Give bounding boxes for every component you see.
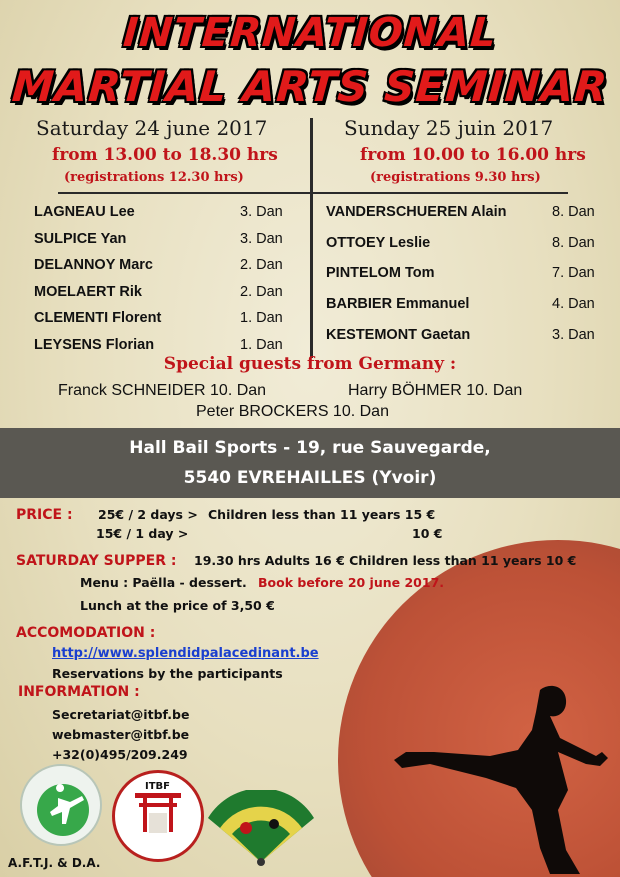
list-item: MOELAERT Rik: [34, 284, 142, 300]
price-label: PRICE :: [16, 507, 73, 523]
rank-label: 7. Dan: [552, 265, 595, 281]
list-item: LEYSENS Florian: [34, 337, 155, 353]
supper-label: SATURDAY SUPPER :: [16, 553, 177, 569]
aftj-emblem-icon: [22, 766, 104, 848]
aftj-caption: A.F.T.J. & D.A.: [8, 856, 101, 870]
email-webmaster[interactable]: webmaster@itbf.be: [52, 727, 190, 742]
guest-name: Harry BÖHMER 10. Dan: [348, 382, 523, 399]
reservation-note: Reservations by the participants: [52, 666, 283, 681]
itbf-logo: [112, 770, 204, 862]
sunday-hours: from 10.00 to 16.00 hrs: [360, 145, 586, 165]
email-secretariat[interactable]: Secretariat@itbf.be: [52, 707, 190, 722]
list-item: VANDERSCHUEREN Alain: [326, 204, 507, 220]
supper-menu: Menu : Paëlla - dessert.: [80, 575, 247, 590]
price-2days: 25€ / 2 days >: [98, 507, 198, 522]
sunday-registration: (registrations 9.30 hrs): [370, 170, 541, 185]
venue-city: 5540 EVREHAILLES (Yvoir): [183, 468, 437, 488]
list-item: LAGNEAU Lee: [34, 204, 135, 220]
guests-heading: Special guests from Germany :: [163, 354, 457, 374]
header-divider: [58, 192, 568, 194]
accomodation-label: ACCOMODATION :: [16, 625, 156, 641]
sunday-heading: Sunday 25 juin 2017: [344, 116, 554, 140]
price-children-1day: 10 €: [412, 526, 443, 541]
rank-label: 3. Dan: [240, 204, 283, 220]
list-item: OTTOEY Leslie: [326, 235, 431, 251]
information-label: INFORMATION :: [18, 684, 140, 700]
rank-label: 8. Dan: [552, 235, 595, 251]
rank-label: 2. Dan: [240, 284, 283, 300]
column-divider: [310, 118, 313, 358]
lunch-price: Lunch at the price of 3,50 €: [80, 598, 275, 613]
supper-book-deadline: Book before 20 june 2017.: [258, 575, 445, 590]
aftj-logo: [20, 764, 102, 846]
hotel-link[interactable]: http://www.splendidpalacedinant.be: [52, 646, 319, 661]
martial-artist-silhouette: [390, 660, 620, 877]
rank-label: 1. Dan: [240, 337, 283, 353]
guest-name: Franck SCHNEIDER 10. Dan: [58, 382, 267, 399]
poster-title-line1: INTERNATIONAL: [121, 10, 499, 56]
guest-name: Peter BROCKERS 10. Dan: [196, 403, 389, 420]
venue-address: Hall Bail Sports - 19, rue Sauvegarde,: [129, 438, 491, 458]
folding-fan-icon: [204, 790, 318, 868]
rank-label: 2. Dan: [240, 257, 283, 273]
list-item: SULPICE Yan: [34, 231, 127, 247]
rank-label: 4. Dan: [552, 296, 595, 312]
poster-title-line2: MARTIAL ARTS SEMINAR: [10, 62, 610, 111]
price-1day: 15€ / 1 day >: [96, 526, 189, 541]
rank-label: 8. Dan: [552, 204, 595, 220]
phone-number: +32(0)495/209.249: [52, 747, 188, 762]
rank-label: 1. Dan: [240, 310, 283, 326]
saturday-heading: Saturday 24 june 2017: [36, 116, 268, 140]
rank-label: 3. Dan: [240, 231, 283, 247]
list-item: CLEMENTI Florent: [34, 310, 162, 326]
rank-label: 3. Dan: [552, 327, 595, 343]
list-item: KESTEMONT Gaetan: [326, 327, 471, 343]
saturday-hours: from 13.00 to 18.30 hrs: [52, 145, 278, 165]
price-children-2days: Children less than 11 years 15 €: [208, 507, 436, 522]
list-item: DELANNOY Marc: [34, 257, 153, 273]
list-item: BARBIER Emmanuel: [326, 296, 470, 312]
saturday-registration: (registrations 12.30 hrs): [64, 170, 244, 185]
venue-band: [0, 428, 620, 498]
fan-logo: [204, 790, 318, 868]
itbf-caption: ITBF: [145, 781, 170, 792]
list-item: PINTELOM Tom: [326, 265, 435, 281]
supper-details: 19.30 hrs Adults 16 € Children less than 11 years 10 €: [194, 553, 577, 568]
